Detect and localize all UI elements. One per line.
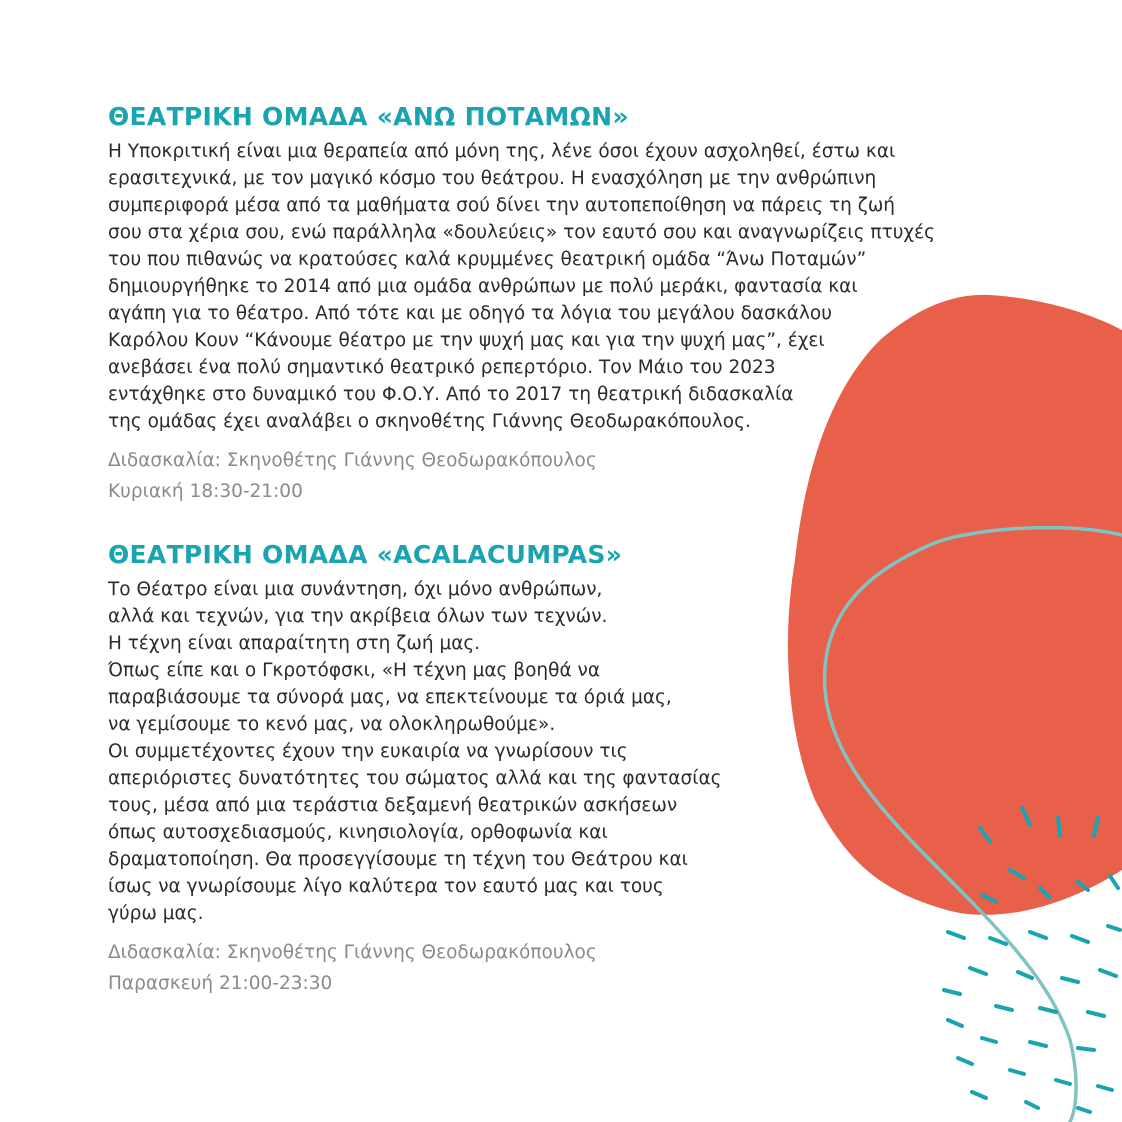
body-line: ερασιτεχνικά, με τον μαγικό κόσμο του θεάτρου. Η ενασχόληση με την ανθρώπινη — [108, 168, 877, 189]
body-line: γύρω μας. — [108, 903, 204, 924]
teacher-info: Διδασκαλία: Σκηνοθέτης Γιάννης Θεοδωρακόπουλος — [108, 450, 597, 471]
body-line: Όπως είπε και ο Γκροτόφσκι, «Η τέχνη μας βοηθά να — [108, 660, 601, 681]
body-line: σου στα χέρια σου, ενώ παράλληλα «δουλεύεις» τον εαυτό σου και αναγνωρίζεις πτυχές — [108, 222, 935, 243]
teacher-info: Διδασκαλία: Σκηνοθέτης Γιάννης Θεοδωρακόπουλος — [108, 942, 597, 963]
body-line: της ομάδας έχει αναλάβει ο σκηνοθέτης Γιάννης Θεοδωρακόπουλος. — [108, 411, 751, 432]
body-line: αλλά και τεχνών, για την ακρίβεια όλων των τεχνών. — [108, 606, 608, 627]
body-line: αγάπη για το θέατρο. Από τότε και με οδηγό τα λόγια του μεγάλου δασκάλου — [108, 303, 832, 324]
body-line: Καρόλου Κουν “Κάνουμε θέατρο με την ψυχή μας και για την ψυχή μας”, έχει — [108, 330, 825, 351]
section-acalacumpas — [108, 538, 788, 999]
body-line: παραβιάσουμε τα σύνορά μας, να επεκτείνουμε τα όριά μας, — [108, 687, 672, 708]
body-line: συμπεριφορά μέσα από τα μαθήματα σού δίνει την αυτοπεποίθηση να πάρεις τη ζωή — [108, 195, 896, 216]
body-line: δραματοποίηση. Θα προσεγγίσουμε τη τέχνη του Θεάτρου και — [108, 849, 688, 870]
section-title: ΘΕΑΤΡΙΚΗ ΟΜΑΔΑ «ACALACUMPAS» — [108, 540, 623, 569]
section-title: ΘΕΑΤΡΙΚΗ ΟΜΑΔΑ «ΑΝΩ ΠΟΤΑΜΩΝ» — [108, 102, 629, 131]
body-line: δημιουργήθηκε το 2014 από μια ομάδα ανθρώπων με πολύ μεράκι, φαντασία και — [108, 276, 858, 297]
body-line: Οι συμμετέχοντες έχουν την ευκαιρία να γνωρίσουν τις — [108, 741, 628, 762]
body-line: ίσως να γνωρίσουμε λίγο καλύτερα τον εαυτό μας και τους — [108, 876, 664, 897]
section-body — [108, 576, 788, 927]
schedule-info: Παρασκευή 21:00-23:30 — [108, 973, 333, 994]
section-meta — [108, 937, 788, 999]
body-line: εντάχθηκε στο δυναμικό του Φ.Ο.Υ. Από το 2017 τη θεατρική διδασκαλία — [108, 384, 794, 405]
section-meta — [108, 445, 1008, 507]
body-line: του που πιθανώς να κρατούσες καλά κρυμμένες θεατρική ομάδα “Άνω Ποταμών” — [108, 249, 867, 270]
body-line: όπως αυτοσχεδιασμούς, κινησιολογία, ορθοφωνία και — [108, 822, 608, 843]
body-line: να γεμίσουμε το κενό μας, να ολοκληρωθούμε». — [108, 714, 556, 735]
body-line: Η Υποκριτική είναι μια θεραπεία από μόνη της, λένε όσοι έχουν ασχοληθεί, έστω και — [108, 141, 896, 162]
body-line: Το Θέατρο είναι μια συνάντηση, όχι μόνο ανθρώπων, — [108, 579, 603, 600]
body-line: ανεβάσει ένα πολύ σημαντικό θεατρικό ρεπερτόριο. Τον Μάιο του 2023 — [108, 357, 776, 378]
body-line: τους, μέσα από μια τεράστια δεξαμενή θεατρικών ασκήσεων — [108, 795, 678, 816]
section-ano-potamon — [108, 100, 1008, 507]
body-line: Η τέχνη είναι απαραίτητη στη ζωή μας. — [108, 633, 481, 654]
body-line: απεριόριστες δυνατότητες του σώματος αλλά και της φαντασίας — [108, 768, 722, 789]
schedule-info: Κυριακή 18:30-21:00 — [108, 481, 303, 502]
section-body — [108, 138, 1008, 435]
